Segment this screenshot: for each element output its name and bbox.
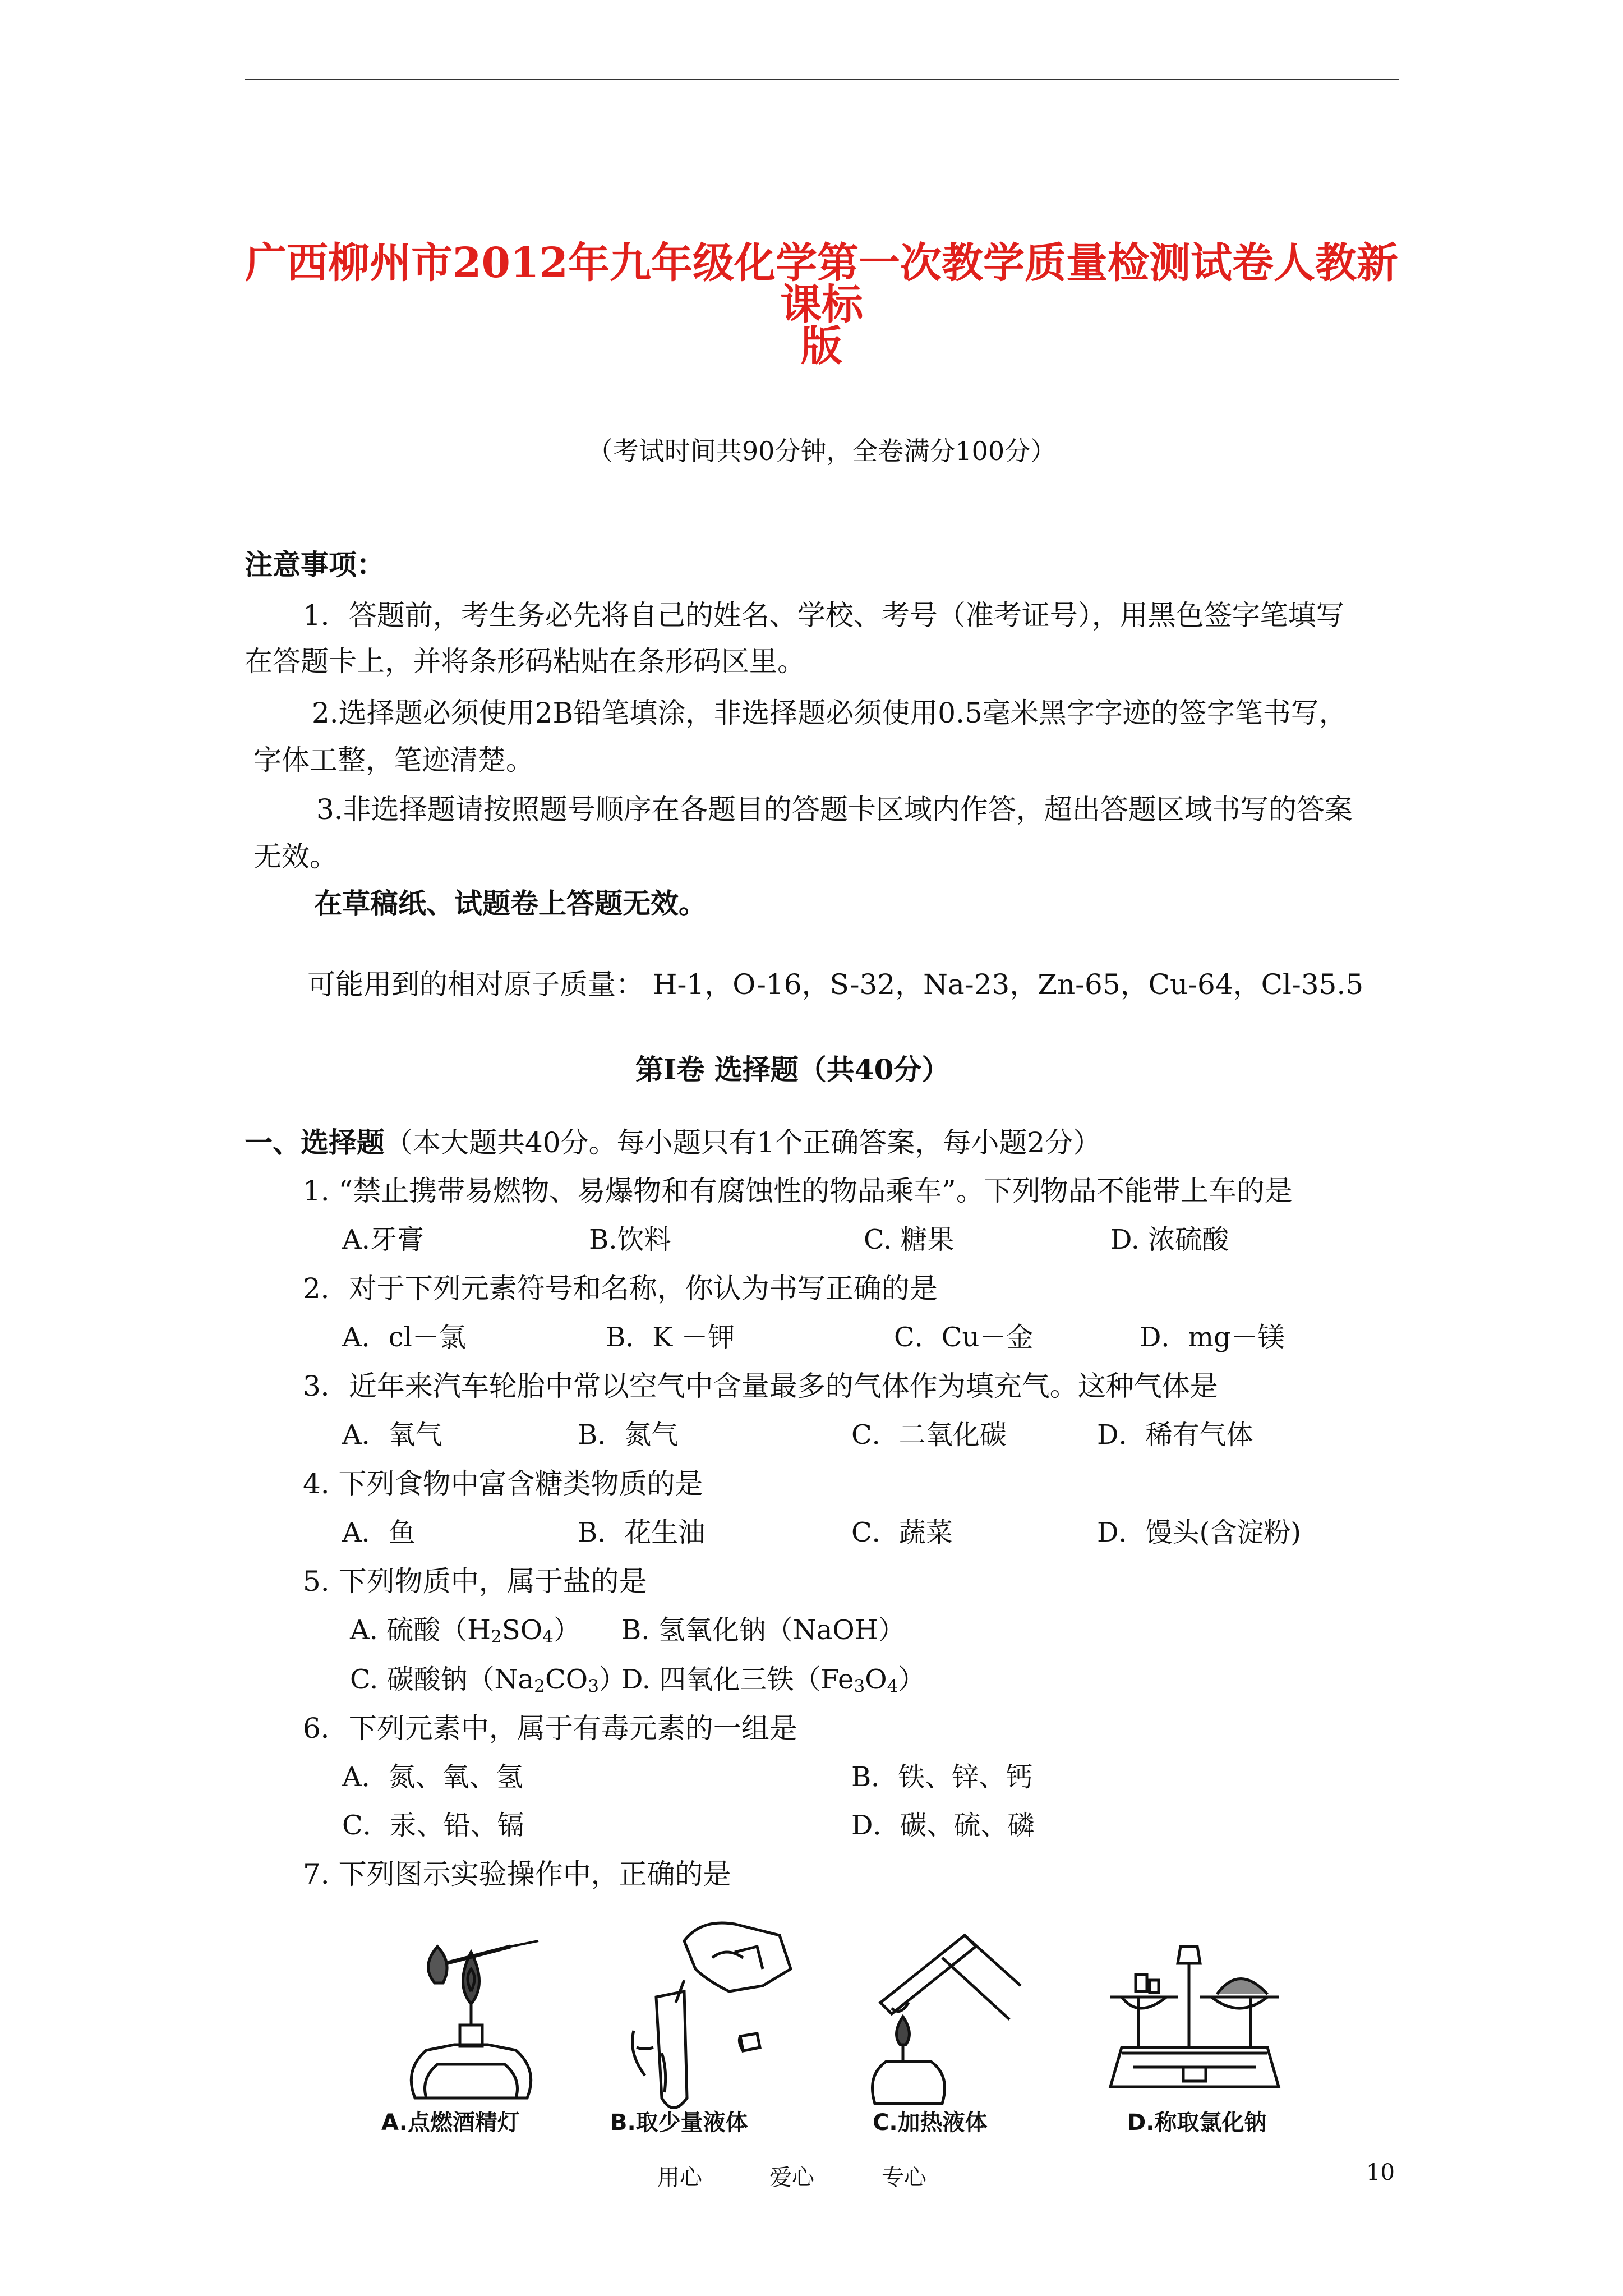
figure-taking-liquid bbox=[623, 1907, 808, 2120]
figure-heating-liquid bbox=[858, 1918, 1032, 2115]
notice-item3-line2: 无效。 bbox=[253, 840, 338, 873]
question-5-stem: 5. 下列物质中，属于盐的是 bbox=[303, 1565, 647, 1598]
notice-item3-line1: 3.非选择题请按照题号顺序在各题目的答题卡区域内作答，超出答题区域书写的答案 bbox=[316, 793, 1353, 826]
notice-item1-line2: 在答题卡上，并将条形码粘贴在条形码区里。 bbox=[245, 645, 805, 678]
q5-option-a: A. 硫酸$(H_2SO_4)$ bbox=[350, 1614, 580, 1648]
page-number: 10 bbox=[1366, 2160, 1395, 2185]
q4-option-b: B．花生油 bbox=[578, 1517, 706, 1548]
caption-c: C.加热液体 bbox=[873, 2110, 988, 2136]
q6-option-d: D．碳、硫、磷 bbox=[851, 1810, 1035, 1841]
q5-option-c: C. 碳酸钠$(Na_2CO_3)$ bbox=[350, 1664, 626, 1697]
q1-option-c: C. 糖果 bbox=[864, 1224, 955, 1255]
exam-subtitle: （考试时间共90分钟，全卷满分100分） bbox=[587, 436, 1057, 466]
question-1-stem: 1. “禁止携带易燃物、易爆物和有腐蚀性的物品乘车”。下列物品不能带上车的是 bbox=[303, 1175, 1293, 1207]
figure-alcohol-lamp bbox=[393, 1930, 561, 2115]
question-3-stem: 3．近年来汽车轮胎中常以空气中含量最多的气体作为填充气。这种气体是 bbox=[303, 1370, 1218, 1402]
notice-bold-note: 在草稿纸、试题卷上答题无效。 bbox=[314, 887, 707, 920]
question-6-stem: 6．下列元素中，属于有毒元素的一组是 bbox=[303, 1712, 797, 1745]
q4-option-a: A．鱼 bbox=[342, 1517, 416, 1548]
q5-option-b: B. 氢氧化钠（NaOH） bbox=[621, 1614, 905, 1646]
q3-option-a: A．氧气 bbox=[342, 1419, 442, 1451]
q3-option-d: D．稀有气体 bbox=[1097, 1419, 1253, 1451]
notice-item1-line1: 1．答题前，考生务必先将自己的姓名、学校、考号（准考证号），用黑色签字笔填写 bbox=[303, 599, 1344, 632]
q3-option-c: C．二氧化碳 bbox=[851, 1419, 1007, 1451]
atomic-masses: 可能用到的相对原子质量： H-1，O-16，S-32，Na-23，Zn-65，Cu-64，Cl-35.5 bbox=[307, 968, 1364, 1001]
notice-item2-line1: 2.选择题必须使用2B铅笔填涂，非选择题必须使用0.5毫米黑字字迹的签字笔书写， bbox=[312, 697, 1347, 729]
exam-title-line1: 广西柳州市2012年九年级化学第一次教学质量检测试卷人教新课标 bbox=[245, 239, 1398, 329]
part-description: （本大题共40分。每小题只有1个正确答案，每小题2分） bbox=[385, 1126, 1101, 1159]
q1-option-d: D. 浓硫酸 bbox=[1110, 1224, 1229, 1255]
header-rule bbox=[245, 79, 1399, 80]
notice-item2-line2: 字体工整，笔迹清楚。 bbox=[253, 744, 534, 776]
caption-b: B.取少量液体 bbox=[610, 2110, 748, 2136]
notice-heading: 注意事项： bbox=[245, 548, 385, 581]
part-label: 一、选择题 bbox=[245, 1126, 385, 1159]
q2-option-a: A．cl－氯 bbox=[342, 1322, 466, 1353]
q1-option-a: A.牙膏 bbox=[342, 1224, 424, 1255]
exam-title-line2: 版 bbox=[801, 322, 842, 370]
q1-option-b: B.饮料 bbox=[589, 1224, 671, 1255]
q4-option-d: D．馒头(含淀粉) bbox=[1097, 1517, 1301, 1548]
question-2-stem: 2．对于下列元素符号和名称，你认为书写正确的是 bbox=[303, 1272, 938, 1305]
q2-option-b: B．K －钾 bbox=[606, 1322, 735, 1353]
q6-option-c: C．汞、铅、镉 bbox=[342, 1810, 524, 1841]
figure-weighing-nacl bbox=[1099, 1907, 1290, 2115]
caption-d: D.称取氯化钠 bbox=[1127, 2110, 1267, 2136]
q2-option-d: D．mg－镁 bbox=[1140, 1322, 1285, 1353]
footer-motto-2: 爱心 bbox=[769, 2165, 814, 2191]
q6-option-b: B．铁、锌、钙 bbox=[851, 1761, 1033, 1793]
footer-motto-3: 专心 bbox=[882, 2165, 926, 2191]
q2-option-c: C．Cu－金 bbox=[894, 1322, 1034, 1353]
footer-motto-1: 用心 bbox=[657, 2165, 702, 2191]
caption-a: A.点燃酒精灯 bbox=[381, 2110, 520, 2136]
question-4-stem: 4. 下列食物中富含糖类物质的是 bbox=[303, 1467, 703, 1500]
section-title: 第Ⅰ卷 选择题（共40分） bbox=[635, 1053, 950, 1086]
question-7-stem: 7. 下列图示实验操作中，正确的是 bbox=[303, 1858, 731, 1890]
q6-option-a: A．氮、氧、氢 bbox=[342, 1761, 523, 1793]
q4-option-c: C．蔬菜 bbox=[851, 1517, 953, 1548]
q3-option-b: B．氮气 bbox=[578, 1419, 679, 1451]
q5-option-d: D. 四氧化三铁$(Fe_3O_4)$ bbox=[621, 1664, 925, 1697]
